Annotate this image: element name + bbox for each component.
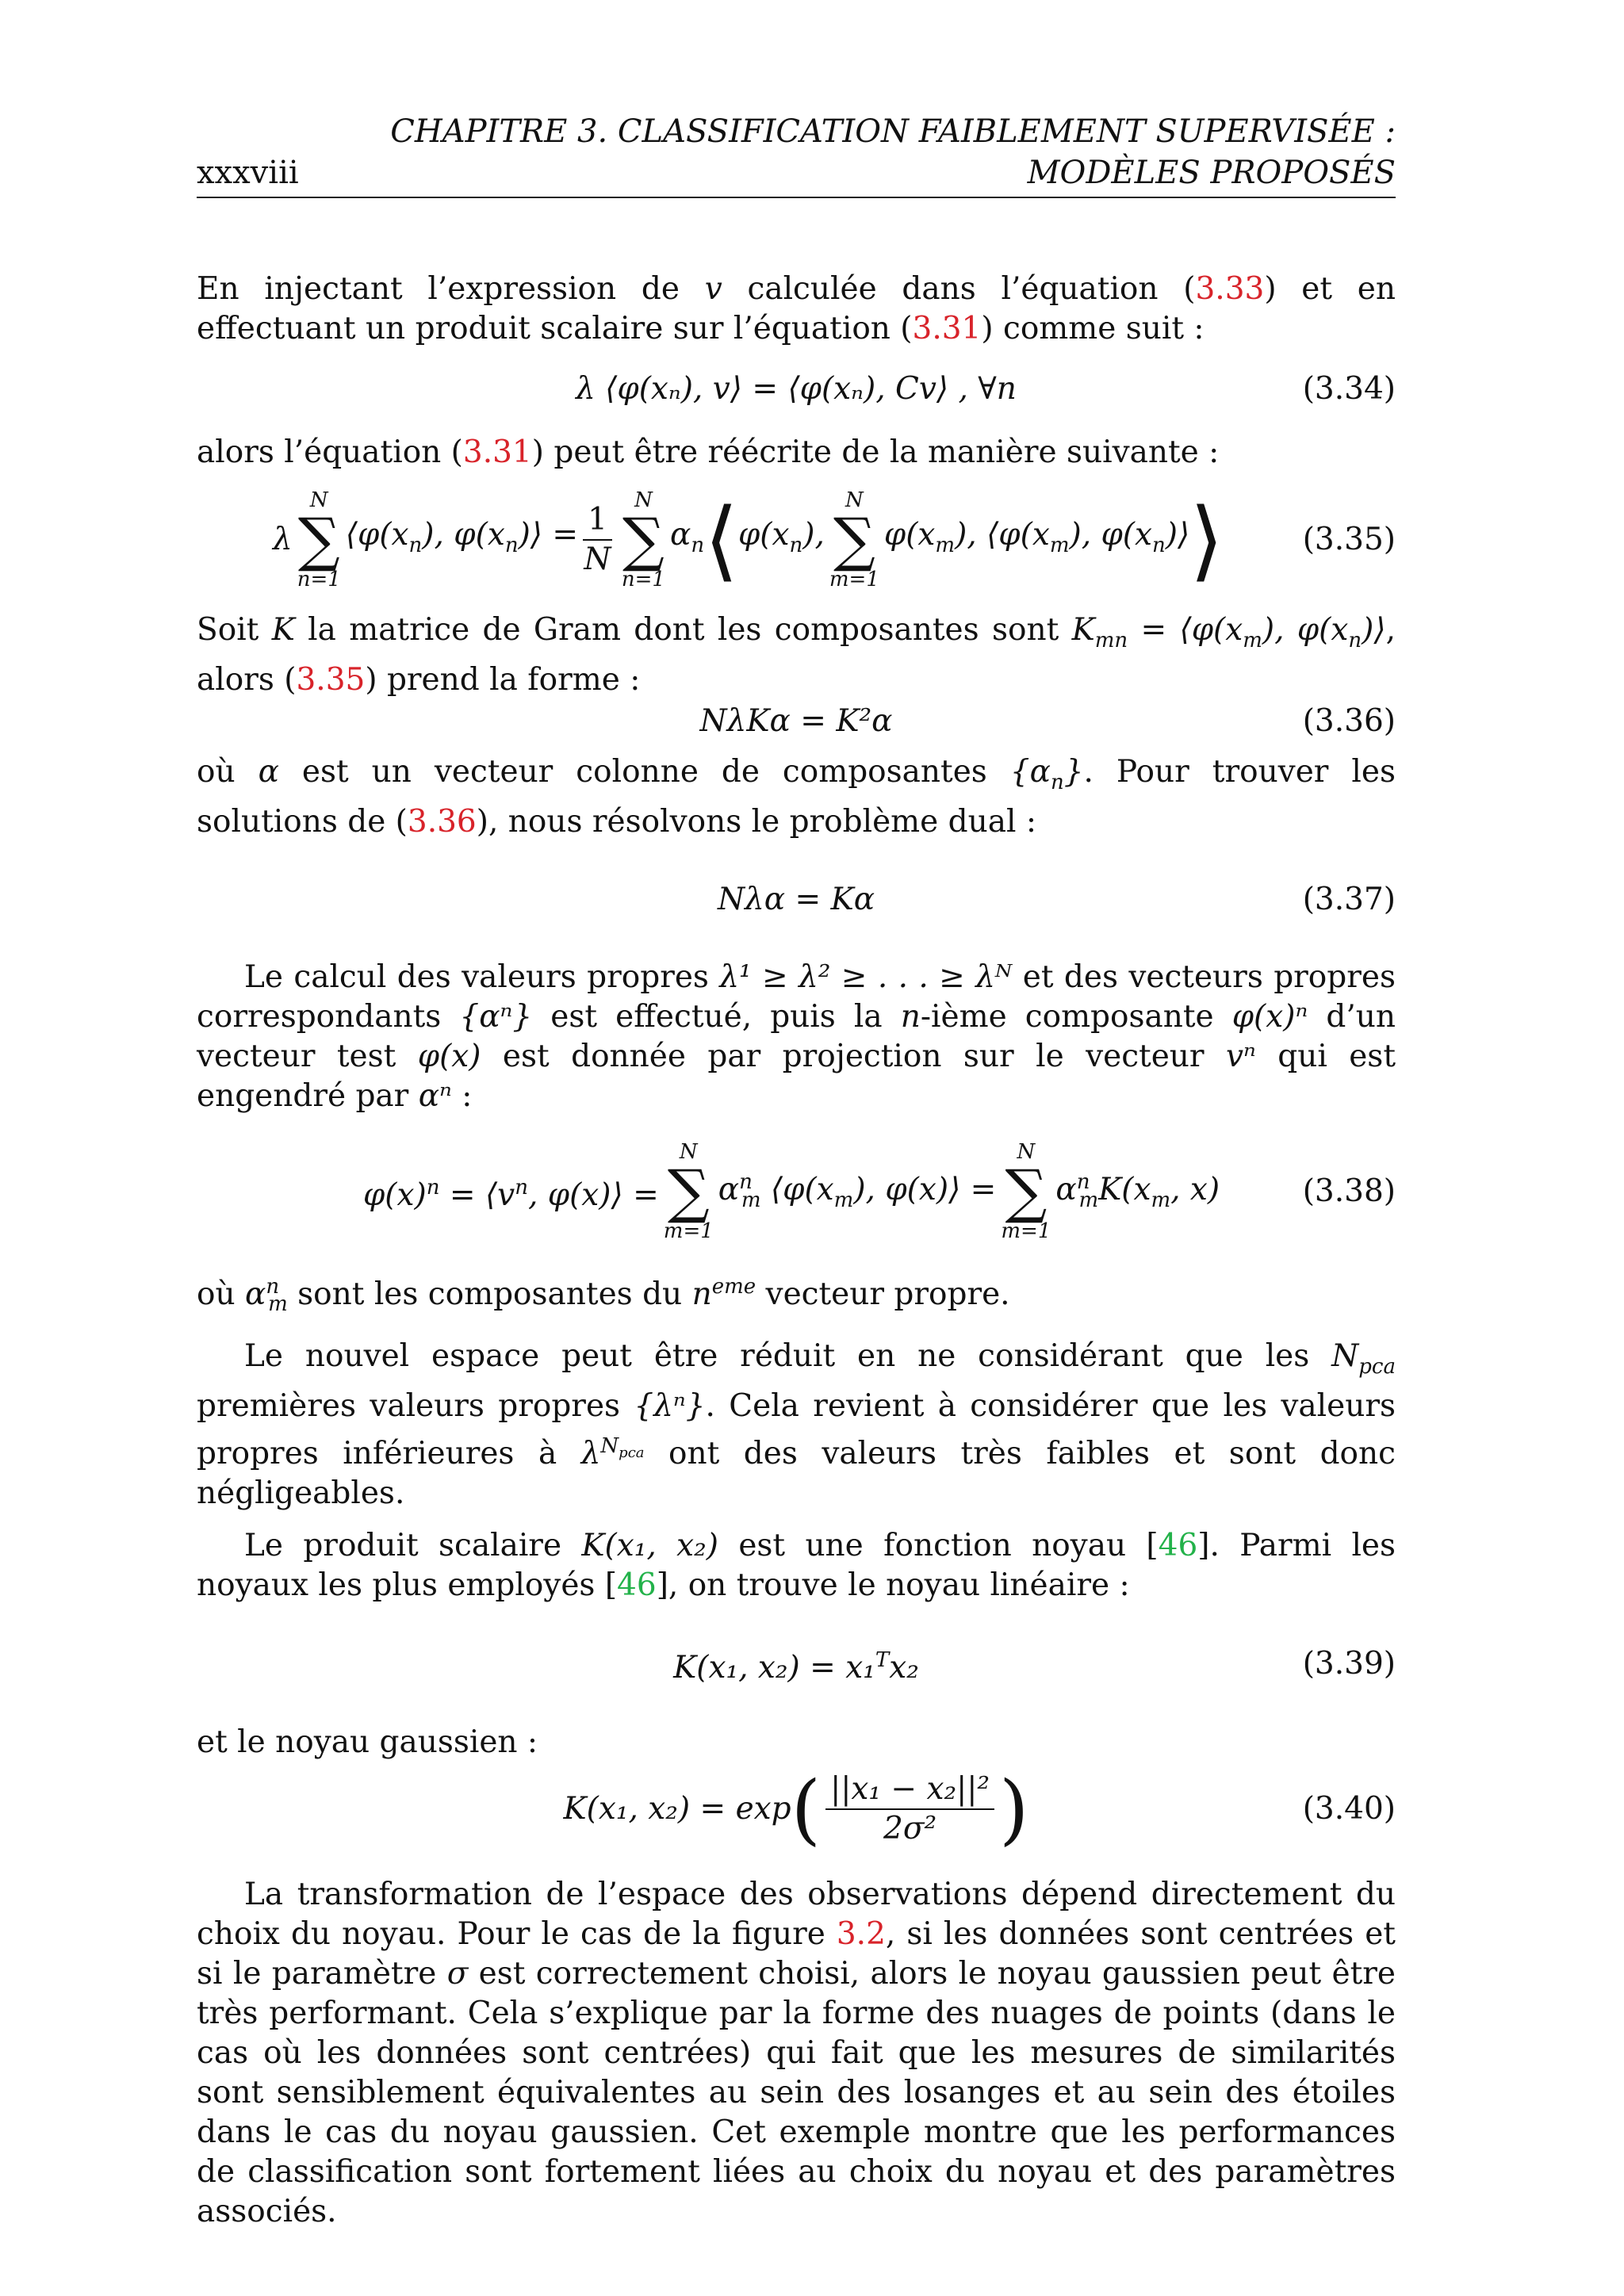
paragraph-3: Soit K la matrice de Gram dont les composantes sont $K_{mn}$ = $⟨\varphi(x_m)$, $\varphi(x_n)⟩$, alors (3.35) prend la forme : bbox=[197, 612, 1396, 698]
header-rule bbox=[197, 197, 1396, 198]
fraction: $\frac{1}{N}$ bbox=[584, 502, 611, 577]
fraction: $\frac{\text{||x₁ − x₂||²}}{\text{2σ²}}$ bbox=[825, 1770, 994, 1848]
running-header bbox=[197, 111, 1396, 193]
eq-number: (3.34) bbox=[1302, 371, 1396, 407]
ref-eq-3-36[interactable]: 3.36 bbox=[407, 803, 477, 840]
paragraph-7: Le nouvel espace peut être réduit en ne considérant que les $N_{pca}$ premières valeurs propres {λⁿ}. Cela revient à considérer que les valeurs propres inférieures à $\lambda^{N_{pca}}$ ont des valeurs très faibles et sont donc négligeables. bbox=[197, 1338, 1396, 1512]
equation-3-36: NλKα = K²α (3.36) bbox=[197, 702, 1396, 741]
page-number: xxxviii bbox=[197, 155, 299, 191]
citation-46[interactable]: 46 bbox=[617, 1567, 657, 1604]
eq-number: (3.40) bbox=[1302, 1791, 1396, 1827]
ref-eq-3-31[interactable]: 3.31 bbox=[462, 434, 532, 470]
paragraph-4: où α est un vecteur colonne de composantes $\{\alpha_n\}$. Pour trouver les solutions de (3.36), nous résolvons le problème dual : bbox=[197, 753, 1396, 840]
ref-figure-3-2[interactable]: 3.2 bbox=[836, 1916, 886, 1953]
paragraph-1: En injectant l’expression de v calculée dans l’équation (3.33) et en effectuant un produit scalaire sur l’équation (3.31) comme suit : bbox=[197, 271, 1396, 346]
equation-3-38: $\varphi(x)^n$ = $⟨v^n$, φ(x)⟩ = N ∑ m=1 $\alpha^n_m$ $⟨\varphi(x_m)$, φ(x)⟩ = N ∑ m=1 $\alpha^n_mK(x_m$, x) (3.38) bbox=[363, 1139, 1396, 1243]
paragraph-5: Le calcul des valeurs propres λ¹ ≥ λ² ≥ . . . ≥ λᴺ et des vecteurs propres correspondants {αⁿ} est effectué, puis la n-ième composante φ(x)ⁿ d’un vecteur test φ(x) est donnée par projection sur le vecteur vⁿ qui est engendré par αⁿ : bbox=[197, 959, 1396, 1114]
paragraph-2: alors l’équation (3.31) peut être réécrite de la manière suivante : bbox=[197, 434, 1220, 470]
eq-number: (3.36) bbox=[1302, 702, 1396, 739]
sum-symbol: N ∑ n=1 bbox=[621, 488, 665, 591]
ref-eq-3-35[interactable]: 3.35 bbox=[296, 661, 366, 698]
ref-eq-3-33[interactable]: 3.33 bbox=[1195, 271, 1265, 307]
equation-3-34: λ ⟨φ(xₙ), v⟩ = ⟨φ(xₙ), Cv⟩ , ∀n (3.34) bbox=[197, 369, 1396, 409]
equation-3-35: λ N ∑ n=1 $⟨\varphi(x_n)$, $\varphi(x_n)⟩$ = $\frac{1}{N}$ N ∑ n=1 $\alpha_n$ ⟨ $\varphi(x_n)$, N ∑ m=1 $\varphi(x_m)$, $⟨\varphi(x_m)$, $\varphi(x_n)⟩$ ⟩ (3.35) bbox=[273, 488, 1396, 591]
equation-3-39: K(x₁, x₂) = x₁$^T$x₂ (3.39) bbox=[673, 1646, 1396, 1686]
sum-symbol: N ∑ m=1 bbox=[1001, 1139, 1051, 1243]
chapter-title: CHAPITRE 3. CLASSIFICATION FAIBLEMENT SUPERVISÉE : bbox=[390, 113, 1396, 150]
paragraph-8: Le produit scalaire K(x₁, x₂) est une fonction noyau [46]. Parmi les noyaux les plus employés [46], on trouve le noyau linéaire : bbox=[197, 1528, 1396, 1604]
paragraph-6: où $\alpha^n_m$ sont les composantes du $n^{eme}$ vecteur propre. bbox=[197, 1274, 1010, 1317]
eq-number: (3.35) bbox=[1302, 522, 1396, 557]
equation-3-40: K(x₁, x₂) = exp ( $\frac{\text{||x₁ − x₂||²}}{\text{2σ²}}$ ) (3.40) bbox=[563, 1765, 1396, 1854]
equation-3-37: Nλα = Kα (3.37) bbox=[197, 880, 1396, 920]
sum-symbol: N ∑ n=1 bbox=[297, 488, 341, 591]
chapter-subtitle: MODÈLES PROPOSÉS bbox=[1027, 155, 1396, 191]
sum-symbol: N ∑ m=1 bbox=[829, 488, 879, 591]
eq-number: (3.38) bbox=[1302, 1173, 1396, 1209]
paragraph-9: et le noyau gaussien : bbox=[197, 1724, 538, 1761]
body-text bbox=[197, 270, 1396, 2232]
eq-number: (3.39) bbox=[1302, 1646, 1396, 1682]
sum-symbol: N ∑ m=1 bbox=[663, 1139, 714, 1243]
ref-eq-3-31[interactable]: 3.31 bbox=[912, 311, 982, 346]
citation-46[interactable]: 46 bbox=[1158, 1528, 1198, 1564]
eq-number: (3.37) bbox=[1302, 881, 1396, 917]
paragraph-10: La transformation de l’espace des observations dépend directement du choix du noyau. Pour le cas de la figure 3.2, si les données sont centrées et si le paramètre σ est correctement choisi, alors le noyau gaussien peut être très performant. Cela s’explique par la forme des nuages de points (dans le cas où les données sont centrées) qui fait que les mesures de similarités sont sensiblement équivalentes au sein des losanges et au sein des étoiles dans le cas du noyau gaussien. Cet exemple montre que les performances de classification sont fortement liées au choix du noyau et des paramètres associés. bbox=[197, 1877, 1396, 2230]
